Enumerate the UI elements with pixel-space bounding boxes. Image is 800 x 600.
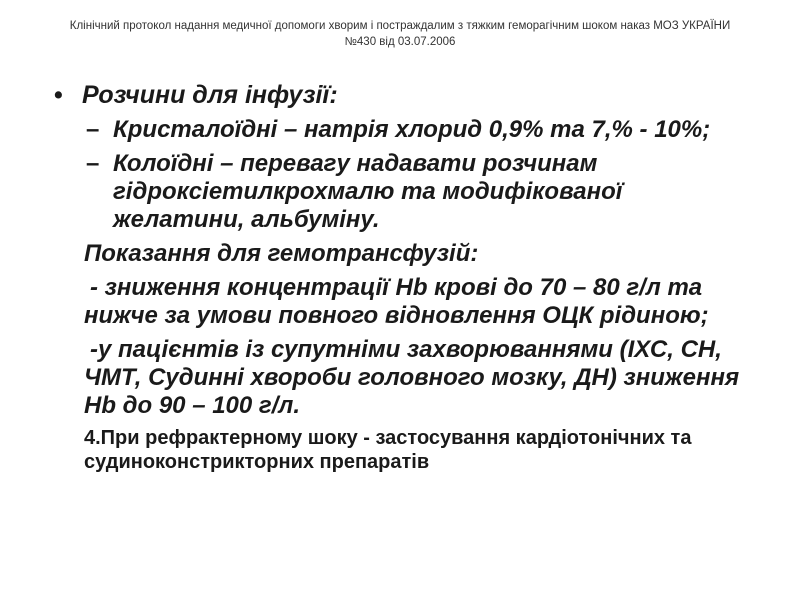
refractory-shock-item: 4.При рефрактерному шоку - застосування кардіотонічних та судиноконстрикторних препаратів — [84, 427, 692, 473]
bullet-infusion-solutions — [50, 80, 760, 110]
dash-marker: – — [86, 150, 100, 177]
sub-item-crystalloids-text: Кристалоїдні – натрія хлорид 0,9% та 7,% - 10%; — [113, 116, 711, 143]
dash-marker: – — [86, 116, 100, 143]
transfusion-item-comorbid: -у пацієнтів із супутніми захворюваннями (ІХС, СН, ЧМТ, Судинні хвороби головного мозку, ДН) зниження Hb до 90 – 100 г/л. — [84, 336, 740, 419]
sub-item-crystalloids — [50, 116, 760, 144]
slide-content — [50, 80, 760, 474]
header-order-number: №430 від 03.07.2006 — [344, 36, 456, 48]
bullet-dot: • — [54, 81, 63, 109]
bullet-infusion-label: Розчини для інфузії: — [82, 81, 338, 109]
sub-item-colloids — [50, 150, 760, 234]
sub-item-colloids-text: Колоїдні – перевагу надавати розчинам гідроксіетилкрохмалю та модифікованої желатини, альбуміну. — [113, 150, 623, 233]
transfusion-item-hb-70-80: - зниження концентрації Hb крові до 70 – 80 г/л та нижче за умови повного відновлення ОЦК рідиною; — [84, 274, 709, 329]
slide-header — [40, 18, 760, 50]
transfusion-heading: Показання для гемотрансфузій: — [84, 240, 479, 267]
header-title: Клінічний протокол надання медичної допомоги хворим і постраждалим з тяжким геморагічним шоком наказ МОЗ УКРАЇНИ — [69, 20, 731, 32]
